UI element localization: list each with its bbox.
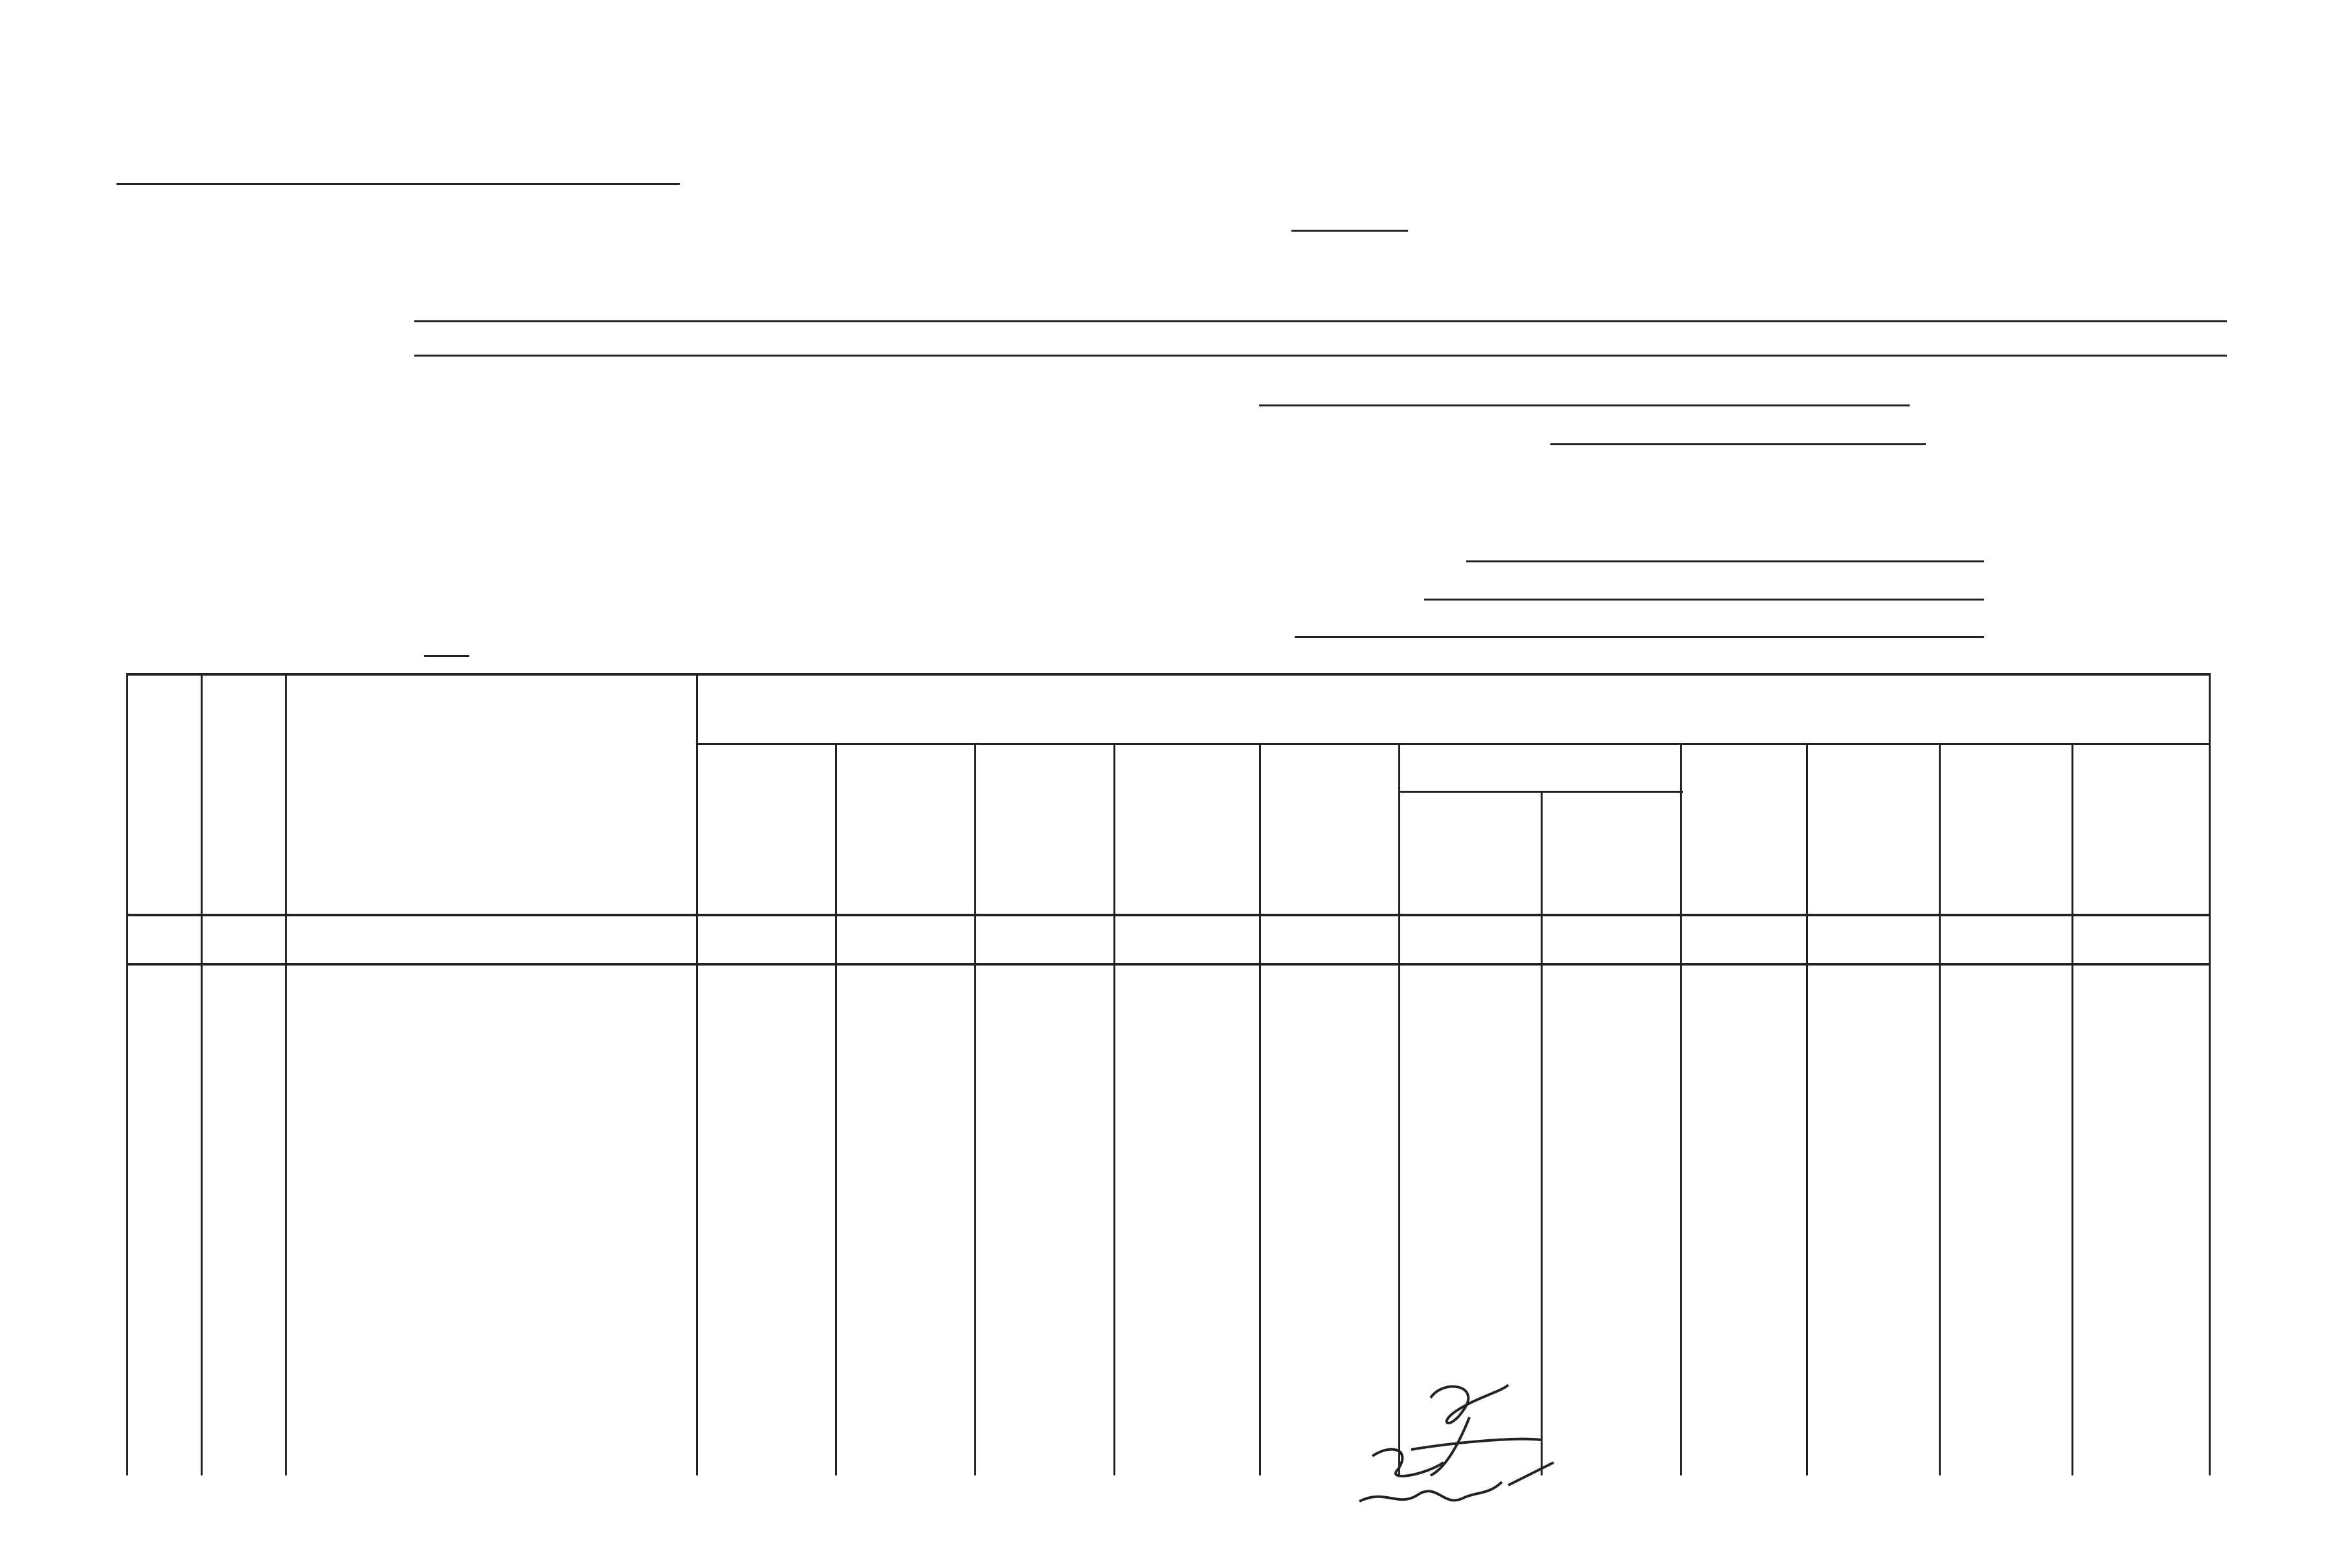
project-code-underline — [117, 183, 680, 185]
net-production-underline — [1550, 443, 1926, 445]
area-underline — [1424, 599, 1984, 601]
project-underline-2 — [414, 355, 2227, 357]
unit-underline — [1466, 560, 1984, 562]
estimate-number-underline — [1291, 230, 1408, 232]
project-underline-1 — [414, 320, 2227, 322]
price-year-underline — [424, 655, 469, 657]
volume-underline — [1295, 636, 1984, 638]
handwritten-signatures — [1346, 1372, 1580, 1534]
cost-underline — [1259, 404, 1910, 406]
